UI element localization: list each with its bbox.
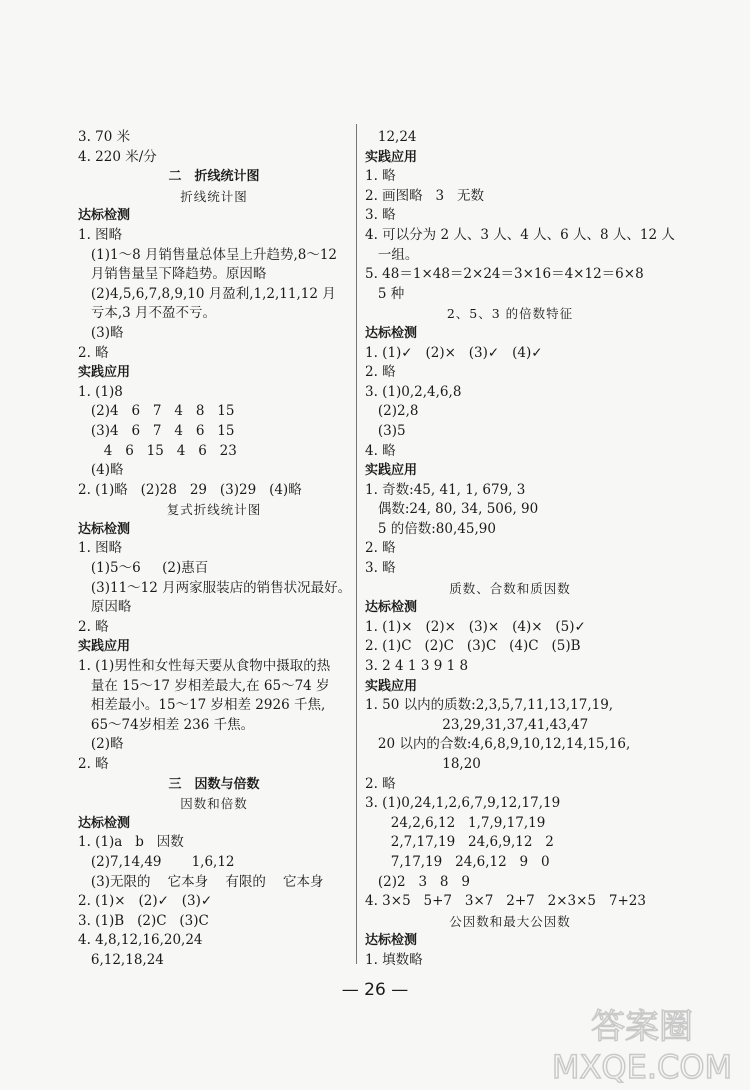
right-column-line: 2. 略 xyxy=(365,775,396,792)
right-column-line: 一组。 xyxy=(365,246,419,263)
watermark-logo xyxy=(552,1000,732,1085)
left-column-line: 2. (1)略 (2)28 29 (3)29 (4)略 xyxy=(78,481,302,498)
right-column-line: 1. (1)× (2)× (3)× (4)× (5)✓ xyxy=(365,618,586,635)
left-column-line: 2. 略 xyxy=(78,618,109,635)
left-column-line: 3. (1)B (2)C (3)C xyxy=(78,912,209,929)
left-column-line: 实践应用 xyxy=(78,365,131,381)
left-column-line: 4. 220 米/分 xyxy=(78,148,157,165)
right-column-line: (2)2 3 8 9 xyxy=(365,873,470,890)
right-column-line: 公因数和最大公因数 xyxy=(449,913,571,929)
left-column-line: 达标检测 xyxy=(78,521,131,537)
left-column-line: (3)4 6 7 4 6 15 xyxy=(78,422,235,439)
left-column-line: 2. (1)× (2)✓ (3)✓ xyxy=(78,893,213,910)
right-column-line: 2、5、3 的倍数特征 xyxy=(446,306,574,322)
left-column-line: (3)无限的 它本身 有限的 它本身 xyxy=(78,873,324,890)
left-column-line: 1. (1)男性和女性每天要从食物中摄取的热 xyxy=(78,658,331,675)
right-column-line: 3. (1)0,24,1,2,6,7,9,12,17,19 xyxy=(365,795,561,812)
right-column-line: 2. 略 xyxy=(365,540,396,557)
right-column-line: 实践应用 xyxy=(365,149,418,165)
right-column-line: 质数、合数和质因数 xyxy=(449,580,571,596)
right-column-line: 18,20 xyxy=(365,756,481,772)
left-column-line: (1)5～6 (2)惠百 xyxy=(78,560,209,577)
page-number: — 26 — xyxy=(341,980,409,1000)
right-column-line: 达标检测 xyxy=(365,600,418,616)
left-column-line: 1. (1)8 xyxy=(78,383,123,400)
right-column-line: 2. (1)C (2)C (3)C (4)C (5)B xyxy=(365,638,581,655)
column-divider xyxy=(356,124,357,964)
left-column-line: 三 因数与倍数 xyxy=(168,776,260,792)
right-column xyxy=(365,128,675,971)
left-column-line: 二 折线统计图 xyxy=(168,169,260,185)
left-column-line: 折线统计图 xyxy=(180,188,248,204)
left-column-line: (2)4 6 7 4 8 15 xyxy=(78,403,235,420)
left-column-line: 3. 70 米 xyxy=(78,129,131,145)
left-column-line: 1. 图略 xyxy=(78,540,123,557)
left-column-line: 65～74岁相差 236 千焦。 xyxy=(78,716,255,733)
left-column-line: 因数和倍数 xyxy=(180,796,248,812)
left-column-line: (2)7,14,49 1,6,12 xyxy=(78,853,235,870)
left-column-line: (2)略 xyxy=(78,736,124,753)
right-column-line: 4. 略 xyxy=(365,442,396,459)
right-column-line: 1. (1)✓ (2)× (3)✓ (4)✓ xyxy=(365,344,543,361)
right-column-line: 2,7,17,19 24,6,9,12 2 xyxy=(365,834,554,851)
right-column-line: 24,2,6,12 1,7,9,17,19 xyxy=(365,814,546,831)
right-column-line: 23,29,31,37,41,43,47 xyxy=(365,716,589,733)
left-column-line: (3)略 xyxy=(78,324,124,341)
right-column-line: 实践应用 xyxy=(365,678,418,694)
svg-text:MXQE.COM: MXQE.COM xyxy=(552,1048,732,1085)
svg-text:答案圈: 答案圈 xyxy=(591,1007,693,1047)
left-column-line: (4)略 xyxy=(78,462,124,479)
right-column-line: 5. 48＝1×48＝2×24＝3×16＝4×12＝6×8 xyxy=(365,266,644,283)
left-column-line: (1)1～8 月销售量总体呈上升趋势,8～12 xyxy=(78,246,338,263)
left-column-line: 2. 略 xyxy=(78,344,109,361)
left-column-line: 4. 4,8,12,16,20,24 xyxy=(78,932,203,949)
right-column-line: 12,24 xyxy=(365,129,417,145)
left-column-line: 达标检测 xyxy=(78,815,131,831)
left-column-line: 4 6 15 4 6 23 xyxy=(78,442,237,459)
left-column xyxy=(78,128,350,971)
left-column-line: (3)11～12 月两家服装店的销售状况最好。 xyxy=(78,579,352,596)
right-column-line: 4. 3×5 5+7 3×7 2+7 2×3×5 7+23 xyxy=(365,893,646,910)
left-column-line: (2)4,5,6,7,8,9,10 月盈利,1,2,11,12 月 xyxy=(78,285,336,302)
right-column-line: (2)2,8 xyxy=(365,403,419,420)
left-column-line: 量在 15～17 岁相差最大,在 65～74 岁 xyxy=(78,677,330,694)
left-column-line: 复式折线统计图 xyxy=(166,502,262,518)
left-column-line: 原因略 xyxy=(78,599,132,616)
left-column-line: 相差最小。15～17 岁相差 2926 千焦, xyxy=(78,697,326,714)
left-column-line: 亏本,3 月不盈不亏。 xyxy=(78,305,217,322)
right-column-line: 3. (1)0,2,4,6,8 xyxy=(365,383,462,400)
right-column-line: 3. 略 xyxy=(365,560,396,577)
left-column-line: 1. (1)a b 因数 xyxy=(78,834,184,851)
right-column-line: 2. 画图略 3 无数 xyxy=(365,187,485,204)
left-column-line: 6,12,18,24 xyxy=(78,951,164,968)
right-column-line: 1. 填数略 xyxy=(365,951,423,968)
right-column-line: (3)5 xyxy=(365,422,406,439)
right-column-line: 4. 可以分为 2 人、3 人、4 人、6 人、8 人、12 人 xyxy=(365,226,675,243)
right-column-line: 1. 50 以内的质数:2,3,5,7,11,13,17,19, xyxy=(365,697,614,714)
right-column-line: 3. 略 xyxy=(365,207,396,224)
right-column-line: 2. 略 xyxy=(365,364,396,381)
right-column-line: 1. 奇数:45, 41, 1, 679, 3 xyxy=(365,481,526,498)
left-column-line: 实践应用 xyxy=(78,639,131,655)
right-column-line: 3. 2 4 1 3 9 1 8 xyxy=(365,658,469,675)
right-column-line: 7,17,19 24,6,12 9 0 xyxy=(365,853,550,870)
right-column-line: 达标检测 xyxy=(365,933,418,949)
right-column-line: 实践应用 xyxy=(365,463,418,479)
left-column-line: 月销售量呈下降趋势。原因略 xyxy=(78,266,267,283)
right-column-line: 20 以内的合数:4,6,8,9,10,12,14,15,16, xyxy=(365,736,631,753)
left-column-line: 达标检测 xyxy=(78,208,131,224)
right-column-line: 1. 略 xyxy=(365,168,396,185)
right-column-line: 5 种 xyxy=(365,285,405,302)
right-column-line: 达标检测 xyxy=(365,325,418,341)
left-column-line: 1. 图略 xyxy=(78,226,123,243)
right-column-line: 偶数:24, 80, 34, 506, 90 xyxy=(365,501,539,518)
right-column-line: 5 的倍数:80,45,90 xyxy=(365,520,496,537)
left-column-line: 2. 略 xyxy=(78,756,109,772)
